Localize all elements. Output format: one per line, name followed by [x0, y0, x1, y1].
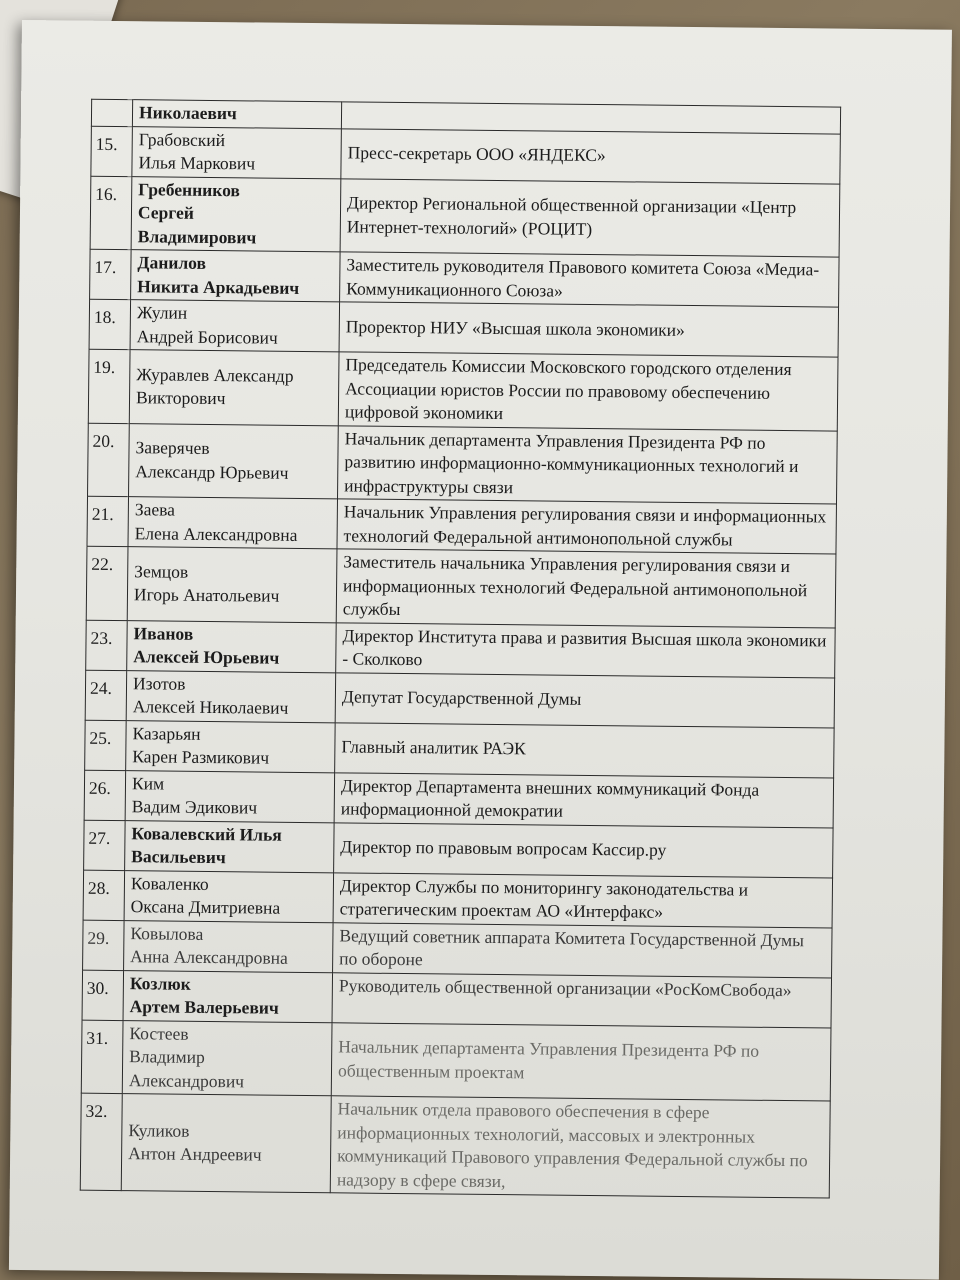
position-cell: Начальник департамента Управления Президента РФ по общественным проектам	[331, 1022, 831, 1101]
surname: Жулин	[136, 302, 188, 323]
position-cell: Начальник Управления регулирования связи и информационных технологий Федеральной антимонопольной службы	[337, 499, 836, 554]
row-number: 32.	[80, 1093, 122, 1190]
surname: Грабовский	[138, 128, 226, 150]
patronymic: Викторович	[135, 387, 226, 409]
surname-given: Журавлев Александр	[136, 363, 294, 386]
table-row	[86, 546, 836, 627]
name-cell	[130, 300, 340, 352]
row-number: 23.	[86, 620, 128, 670]
row-number: 30.	[82, 970, 124, 1020]
name-cell	[125, 770, 335, 822]
table-row	[88, 349, 838, 430]
position-cell: Руководитель общественной организации «РосКомСвобода»	[332, 972, 831, 1027]
name-cell	[124, 920, 334, 972]
given-name: Сергей	[137, 202, 195, 223]
surname: Костеев	[129, 1022, 189, 1044]
position-cell: Проректор НИУ «Высшая школа экономики»	[339, 302, 838, 357]
name-cell	[132, 126, 342, 178]
patronymic: Васильевич	[131, 846, 226, 868]
surname: Куликов	[128, 1119, 190, 1141]
name-cell	[122, 1020, 332, 1096]
row-number: 24.	[85, 670, 127, 720]
given-names: Елена Александровна	[134, 522, 298, 545]
name-cell	[124, 870, 334, 922]
name-cell	[123, 970, 333, 1022]
table-row	[84, 820, 833, 878]
table-row	[82, 970, 831, 1028]
table-row	[84, 770, 833, 828]
row-number: 27.	[84, 820, 126, 870]
name-cell	[129, 423, 339, 499]
surname: Заверячев	[135, 437, 210, 459]
patronymic: Владимирович	[137, 225, 257, 247]
row-number: 22.	[86, 546, 128, 620]
surname: Ковылова	[130, 922, 204, 944]
name-cell	[126, 720, 336, 772]
surname: Иванов	[133, 622, 194, 644]
position-cell: Заместитель руководителя Правового комитета Союза «Медиа-Коммуникационного Союза»	[340, 252, 839, 307]
position-cell: Директор по правовым вопросам Кассир.ру	[334, 822, 833, 877]
surname: Казарьян	[132, 722, 201, 744]
row-number: 15.	[91, 126, 133, 176]
position-cell: Пресс-секретарь ООО «ЯНДЕКС»	[341, 128, 840, 183]
name-cell	[127, 620, 337, 672]
name-cell	[128, 497, 338, 549]
position-cell: Главный аналитик РАЭК	[335, 722, 834, 777]
row-number: 18.	[89, 299, 131, 349]
given-names: Алексей Николаевич	[132, 696, 289, 718]
table-row	[90, 176, 840, 257]
patronymic: Александрович	[128, 1069, 245, 1091]
given-names: Анна Александровна	[130, 946, 288, 968]
participants-table	[80, 99, 841, 1199]
row-number: 29.	[83, 920, 125, 970]
position-cell: Председатель Комиссии Московского городского отделения Ассоциации юристов России по правовому обеспечению цифровой экономики	[338, 352, 838, 431]
row-number: 19.	[88, 349, 130, 423]
position-cell: Директор Региональной общественной организации «Центр Интернет-технологий» (РОЦИТ)	[340, 178, 840, 257]
row-number: 31.	[81, 1020, 123, 1094]
given-names: Антон Андреевич	[128, 1143, 262, 1165]
name-cell	[126, 670, 336, 722]
name-cell	[129, 350, 339, 426]
table-row	[87, 496, 836, 554]
table-row	[83, 870, 832, 928]
surname: Изотов	[132, 672, 186, 694]
given-name: Владимир	[129, 1046, 205, 1067]
surname: Коваленко	[130, 872, 209, 894]
position-cell: Директор Службы по мониторингу законодательства и стратегическим проектам АО «Интерфакс»	[333, 872, 832, 927]
position-cell: Депутат Государственной Думы	[335, 672, 834, 727]
surname: Ким	[131, 772, 165, 794]
surname-given: Ковалевский Илья	[131, 822, 282, 845]
table-row	[90, 249, 839, 307]
given-names: Оксана Дмитриевна	[130, 896, 281, 918]
table-row	[83, 920, 832, 978]
table-row	[88, 423, 838, 504]
row-number: 16.	[90, 176, 132, 250]
surname: Данилов	[137, 252, 207, 273]
row-number: 26.	[84, 770, 126, 820]
position-cell: Заместитель начальника Управления регулирования связи и информационных технологий Федеральной антимонопольной службы	[336, 549, 836, 628]
name-cell	[131, 250, 341, 302]
surname: Гребенников	[138, 178, 241, 200]
surname: Заева	[134, 499, 176, 520]
position-cell: Директор Института права и развития Высшая школа экономики - Сколково	[336, 622, 835, 677]
given-names: Илья Маркович	[138, 152, 256, 174]
row-number-cell	[91, 99, 132, 126]
name-cell	[127, 547, 337, 623]
table-row	[81, 1020, 831, 1101]
table-row	[91, 126, 840, 184]
table-row	[85, 670, 834, 728]
name-cell	[121, 1094, 331, 1193]
given-names: Андрей Борисович	[136, 325, 278, 348]
given-names: Александр Юрьевич	[135, 460, 289, 483]
given-names: Игорь Анатольевич	[133, 584, 280, 606]
name-cell	[131, 176, 341, 252]
given-names: Артем Валерьевич	[129, 996, 279, 1018]
row-number: 21.	[87, 496, 129, 546]
position-cell: Директор Департамента внешних коммуникаций Фонда информационной демократии	[334, 772, 833, 827]
given-names: Карен Размикович	[132, 746, 270, 768]
position-cell: Начальник департамента Управления Президента РФ по развитию информационно-коммуникационных технологий и инфраструктуры связи	[338, 425, 838, 504]
row-number: 20.	[88, 423, 130, 497]
name-cell	[125, 820, 335, 872]
given-names: Вадим Эдикович	[131, 796, 258, 818]
table-row	[86, 620, 835, 678]
position-cell: Начальник отдела правового обеспечения в сфере информационных технологий, массовых и электронных коммуникаций Правового управления Федеральной службы по надзору в сфере связи,	[330, 1096, 830, 1198]
row-number: 25.	[85, 720, 127, 770]
table-row	[85, 720, 834, 778]
table-row	[89, 299, 838, 357]
surname: Земцов	[134, 560, 189, 582]
given-names: Никита Аркадьевич	[137, 275, 300, 298]
given-names: Алексей Юрьевич	[133, 646, 280, 668]
position-cell: Ведущий советник аппарата Комитета Государственной Думы по обороне	[333, 922, 832, 977]
name-cell: Николаевич	[132, 100, 341, 129]
row-number: 17.	[90, 249, 132, 299]
table-row	[80, 1093, 830, 1198]
row-number: 28.	[83, 870, 125, 920]
surname: Козлюк	[129, 972, 191, 994]
document-page	[9, 20, 952, 1280]
